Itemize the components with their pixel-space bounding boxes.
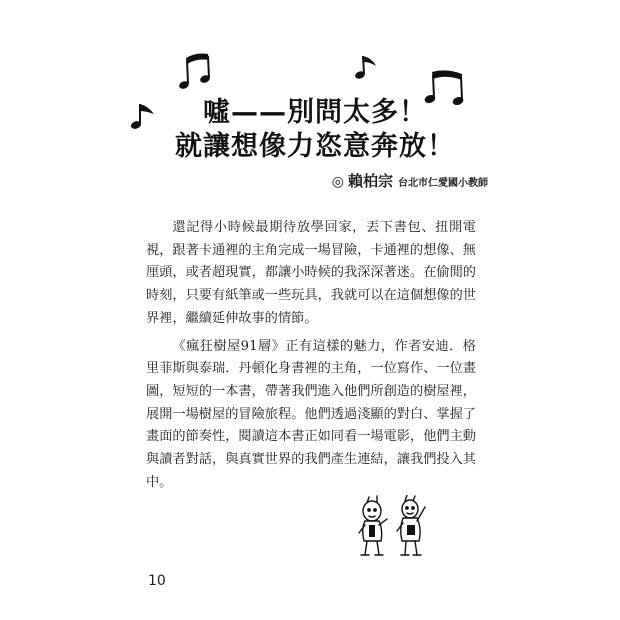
music-note-icon <box>178 50 216 94</box>
page-title-line-1: 噓——別問太多！ <box>203 97 427 128</box>
byline <box>332 170 488 191</box>
body-text <box>146 217 476 499</box>
page-title-line-2: 就讓想像力恣意奔放！ <box>175 131 455 162</box>
paragraph: 《瘋狂樹屋91層》正有這樣的魅力，作者安迪．格里菲斯與泰瑞．丹頓化身書裡的主角，一位寫作、一位畫圖，短短的一本書，帶著我們進入他們所創造的樹屋裡，展開一場樹屋的冒險旅程。他們透過淺顯的對白、掌握了畫面的節奏性，閱讀這本書正如同看一場電影，他們主動與讀者對話，與真實世界的我們產生連結，讓我們投入其中。 <box>146 338 476 490</box>
byline-mark: ◎ <box>331 174 344 190</box>
music-note-icon <box>352 52 386 82</box>
author-affiliation: 台北市仁愛國小教師 <box>398 178 488 189</box>
paragraph: 還記得小時候最期待放學回家，丟下書包、扭開電視，跟著卡通裡的主角完成一場冒險，卡通裡的想像、無厘頭，或者超現實，都讓小時候的我深深著迷。在偷閒的時刻，只要有紙筆或一些玩具，我就可以在這個想像的世界裡，繼續延伸故事的情節。 <box>146 220 476 326</box>
author-name: 賴柏宗 <box>347 172 393 190</box>
page-number: 10 <box>148 573 166 589</box>
character-illustration <box>355 495 435 561</box>
